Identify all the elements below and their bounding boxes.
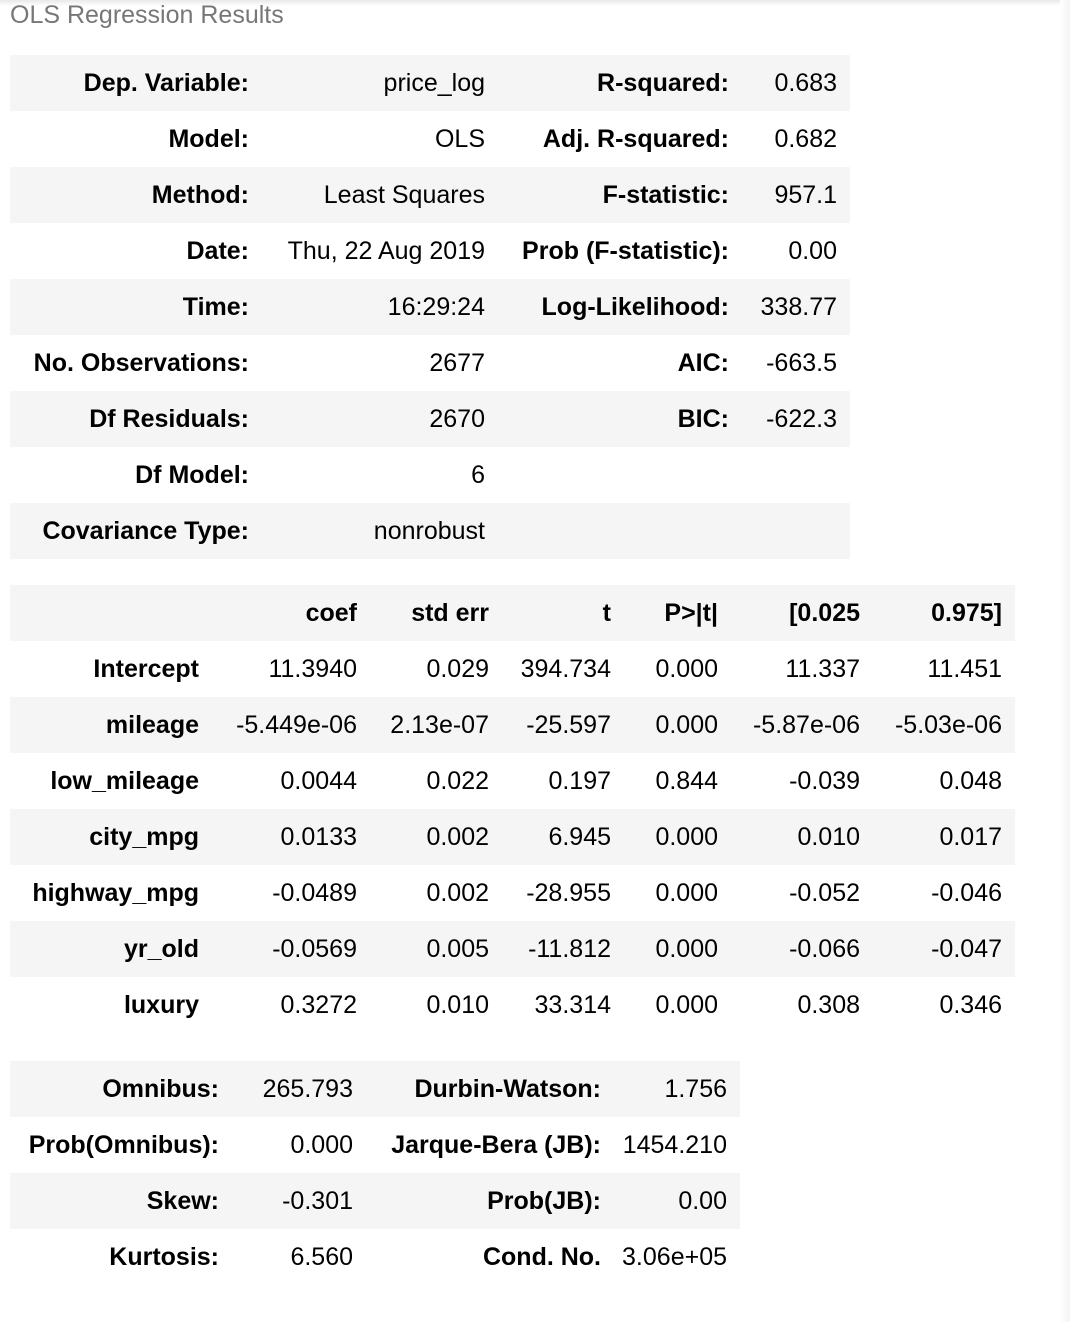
summary-value: 0.683 <box>774 68 837 97</box>
t-cell: 6.945 <box>548 822 611 851</box>
table-header-row <box>10 585 1015 641</box>
coef-cell: -0.0489 <box>272 878 357 907</box>
diagnostic-label: Cond. No. <box>482 1242 601 1271</box>
column-header: 0.975] <box>931 598 1002 627</box>
summary-label: Prob (F-statistic): <box>522 236 729 265</box>
std-err-cell: 0.005 <box>426 934 489 963</box>
table-row <box>10 503 850 559</box>
diagnostic-value: 6.560 <box>290 1242 353 1271</box>
summary-label <box>498 447 742 503</box>
table-row <box>10 753 1015 809</box>
diagnostic-label: Prob(JB): <box>487 1186 601 1215</box>
t-cell: -25.597 <box>526 710 611 739</box>
summary-value: nonrobust <box>373 516 485 545</box>
table-row <box>10 1173 740 1229</box>
variable-name: Intercept <box>93 654 199 683</box>
ci-upper-cell: -5.03e-06 <box>894 710 1002 739</box>
summary-label: Model: <box>168 124 249 153</box>
p-value-cell: 0.000 <box>655 822 718 851</box>
summary-label: AIC: <box>677 348 729 377</box>
table-row <box>10 335 850 391</box>
std-err-cell: 0.022 <box>426 766 489 795</box>
table-row <box>10 697 1015 753</box>
coef-cell: 0.3272 <box>280 990 357 1019</box>
scrollbar-track <box>1060 0 1070 1322</box>
coef-cell: -5.449e-06 <box>236 710 357 739</box>
table-row <box>10 55 850 111</box>
variable-name: low_mileage <box>50 766 199 795</box>
summary-label: R-squared: <box>597 68 729 97</box>
table-row <box>10 167 850 223</box>
ci-upper-cell: -0.047 <box>931 934 1002 963</box>
std-err-cell: 0.002 <box>426 878 489 907</box>
summary-value: 338.77 <box>760 292 837 321</box>
variable-name: yr_old <box>123 934 199 963</box>
summary-value <box>742 503 850 559</box>
table-row <box>10 1229 740 1285</box>
column-header: t <box>602 598 611 627</box>
diagnostic-label: Omnibus: <box>102 1074 219 1103</box>
summary-value: 957.1 <box>774 180 837 209</box>
p-value-cell: 0.000 <box>655 934 718 963</box>
ci-lower-cell: 0.308 <box>797 990 860 1019</box>
summary-label: Adj. R-squared: <box>542 124 729 153</box>
column-header: P>|t| <box>664 598 718 627</box>
ci-upper-cell: 0.346 <box>939 990 1002 1019</box>
summary-value: 2670 <box>429 404 485 433</box>
std-err-cell: 0.002 <box>426 822 489 851</box>
t-cell: 394.734 <box>520 654 611 683</box>
diagnostic-label: Prob(Omnibus): <box>28 1130 219 1159</box>
t-cell: 0.197 <box>548 766 611 795</box>
column-header: std err <box>411 598 489 627</box>
t-cell: 33.314 <box>534 990 611 1019</box>
summary-value: 0.682 <box>774 124 837 153</box>
summary-label: Time: <box>182 292 249 321</box>
ci-lower-cell: 0.010 <box>797 822 860 851</box>
summary-value: -663.5 <box>766 348 837 377</box>
summary-value: 2677 <box>429 348 485 377</box>
ci-lower-cell: -0.039 <box>789 766 860 795</box>
model-summary-table <box>10 55 850 559</box>
summary-label: Covariance Type: <box>42 516 249 545</box>
variable-name: mileage <box>105 710 199 739</box>
summary-value: price_log <box>383 68 485 97</box>
summary-label: Log-Likelihood: <box>541 292 729 321</box>
std-err-cell: 0.029 <box>426 654 489 683</box>
ci-lower-cell: -5.87e-06 <box>752 710 860 739</box>
coef-cell: 11.3940 <box>268 654 357 683</box>
p-value-cell: 0.000 <box>655 878 718 907</box>
variable-name: city_mpg <box>89 822 199 851</box>
summary-label <box>498 503 742 559</box>
table-row <box>10 447 850 503</box>
ci-upper-cell: 0.017 <box>939 822 1002 851</box>
summary-value: 6 <box>471 460 485 489</box>
summary-value <box>742 447 850 503</box>
summary-label: Date: <box>186 236 249 265</box>
diagnostic-value: 0.000 <box>290 1130 353 1159</box>
diagnostic-value: 1454.210 <box>622 1130 727 1159</box>
std-err-cell: 2.13e-07 <box>390 710 489 739</box>
coef-cell: 0.0133 <box>280 822 357 851</box>
summary-value: 16:29:24 <box>387 292 485 321</box>
diagnostic-label: Durbin-Watson: <box>414 1074 601 1103</box>
table-row <box>10 111 850 167</box>
t-cell: -28.955 <box>526 878 611 907</box>
t-cell: -11.812 <box>528 934 611 963</box>
summary-value: Least Squares <box>323 180 485 209</box>
table-row <box>10 641 1015 697</box>
std-err-cell: 0.010 <box>426 990 489 1019</box>
diagnostic-label: Kurtosis: <box>109 1242 219 1271</box>
ci-upper-cell: -0.046 <box>931 878 1002 907</box>
summary-label: BIC: <box>677 404 729 433</box>
summary-value: 0.00 <box>788 236 837 265</box>
p-value-cell: 0.000 <box>655 654 718 683</box>
column-header: [0.025 <box>789 598 860 627</box>
variable-name: luxury <box>123 990 199 1019</box>
ci-lower-cell: 11.337 <box>785 654 860 683</box>
p-value-cell: 0.844 <box>655 766 718 795</box>
diagnostic-value: -0.301 <box>282 1186 353 1215</box>
variable-name: highway_mpg <box>32 878 199 907</box>
ci-upper-cell: 11.451 <box>927 654 1002 683</box>
table-row <box>10 809 1015 865</box>
summary-value: Thu, 22 Aug 2019 <box>287 236 485 265</box>
coef-cell: -0.0569 <box>272 934 357 963</box>
diagnostic-value: 3.06e+05 <box>622 1242 727 1271</box>
table-row <box>10 1061 740 1117</box>
diagnostic-label: Jarque-Bera (JB): <box>391 1130 601 1159</box>
ci-lower-cell: -0.052 <box>789 878 860 907</box>
table-caption: OLS Regression Results <box>10 1 284 29</box>
summary-label: Method: <box>151 180 249 209</box>
table-row <box>10 865 1015 921</box>
p-value-cell: 0.000 <box>655 990 718 1019</box>
table-row <box>10 1117 740 1173</box>
summary-value: OLS <box>434 124 485 153</box>
column-header <box>10 585 212 641</box>
diagnostic-value: 265.793 <box>262 1074 353 1103</box>
summary-value: -622.3 <box>766 404 837 433</box>
ci-lower-cell: -0.066 <box>789 934 860 963</box>
summary-label: F-statistic: <box>602 180 729 209</box>
coefficients-table <box>10 585 1015 1033</box>
summary-label: Df Model: <box>135 460 249 489</box>
diagnostic-value: 1.756 <box>664 1074 727 1103</box>
summary-label: Dep. Variable: <box>83 68 249 97</box>
table-row <box>10 223 850 279</box>
diagnostic-value: 0.00 <box>678 1186 727 1215</box>
table-row <box>10 977 1015 1033</box>
ci-upper-cell: 0.048 <box>939 766 1002 795</box>
table-row <box>10 279 850 335</box>
diagnostic-label: Skew: <box>146 1186 219 1215</box>
summary-label: Df Residuals: <box>89 404 249 433</box>
coef-cell: 0.0044 <box>280 766 357 795</box>
table-row <box>10 391 850 447</box>
table-row <box>10 921 1015 977</box>
column-header: coef <box>305 598 357 627</box>
summary-label: No. Observations: <box>33 348 249 377</box>
p-value-cell: 0.000 <box>655 710 718 739</box>
diagnostics-table <box>10 1061 740 1285</box>
